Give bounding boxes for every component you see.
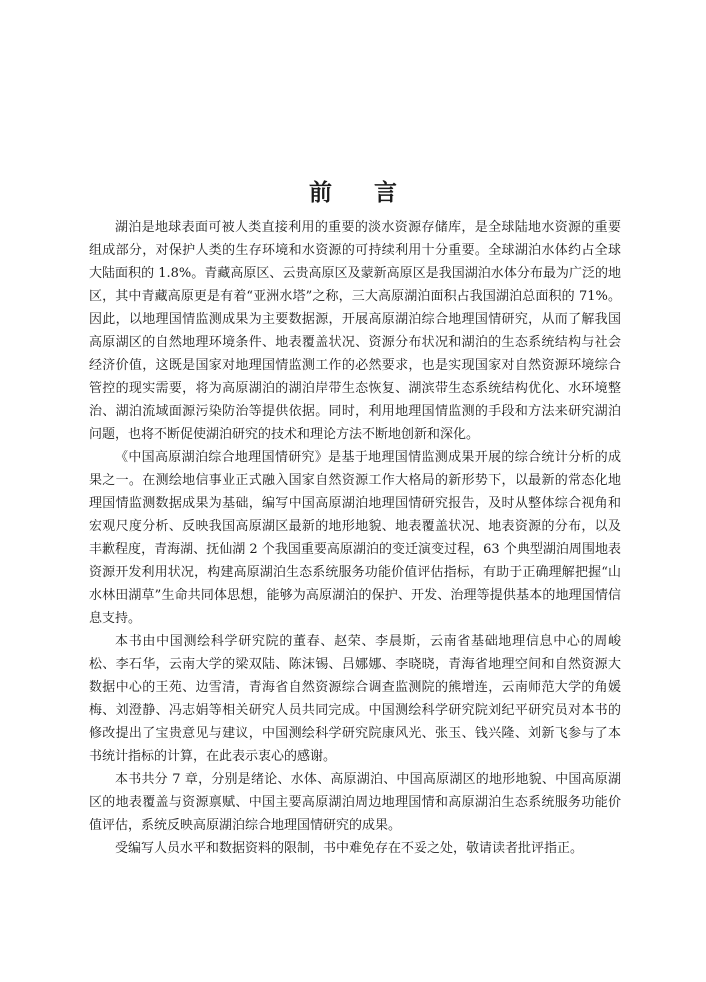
paragraph: 本书共分 7 章，分别是绪论、水体、高原湖泊、中国高原湖区的地形地貌、中国高原湖区的地表覆盖与资源禀赋、中国主要高原湖泊周边地理国情和高原湖泊生态系统服务功能价值评估，系统反映高原湖泊综合地理国情研究的成果。: [89, 772, 621, 833]
paragraph: 湖泊是地球表面可被人类直接利用的重要的淡水资源存储库，是全球陆地水资源的重要组成部分，对保护人类的生存环境和水资源的可持续利用十分重要。全球湖泊水体约占全球大陆面积的 1.8%。青藏高原区、云贵高原区及蒙新高原区是我国湖泊水体分布最为广泛的地区，其中青藏高原更是有着“亚洲水塔”之称，三大高原湖泊面积占我国湖泊总面积的 71%。因此，以地理国情监测成果为主要数据源，开展高原湖泊综合地理国情研究，从而了解我国高原湖区的自然地理环境条件、地表覆盖状况、资源分布状况和湖泊的生态系统结构与社会经济价值，这既是国家对地理国情监测工作的必然要求，也是实现国家对自然资源环境综合管控的现实需要，将为高原湖泊的湖泊岸带生态恢复、湖滨带生态系统结构优化、水环境整治、湖泊流域面源污染防治等提供依据。同时，利用地理国情监测的手段和方法来研究湖泊问题，也将不断促使湖泊研究的技术和理论方法不断地创新和深化。: [89, 220, 621, 442]
preface-body: [89, 216, 621, 860]
paragraph: 本书由中国测绘科学研究院的董春、赵荣、李晨斯，云南省基础地理信息中心的周峻松、李石华，云南大学的梁双陆、陈沫锡、吕娜娜、李晓晓，青海省地理空间和自然资源大数据中心的王苑、边雪清，青海省自然资源综合调查监测院的熊增连，云南师范大学的角媛梅、刘澄静、冯志娟等相关研究人员共同完成。中国测绘科学研究院刘纪平研究员对本书的修改提出了宝贵意见与建议，中国测绘科学研究院康风光、张玉、钱兴隆、刘新飞参与了本书统计指标的计算，在此表示衷心的感谢。: [89, 634, 621, 764]
paragraph: 受编写人员水平和数据资料的限制，书中难免存在不妥之处，敬请读者批评指正。: [115, 841, 584, 856]
page-title: 前言: [309, 180, 439, 207]
paragraph: 《中国高原湖泊综合地理国情研究》是基于地理国情监测成果开展的综合统计分析的成果之一。在测绘地信事业正式融入国家自然资源工作大格局的新形势下，以最新的常态化地理国情监测数据成果为基础，编写中国高原湖泊地理国情研究报告，及时从整体综合视角和宏观尺度分析、反映我国高原湖区最新的地形地貌、地表覆盖状况、地表资源的分布，以及丰歉程度，青海湖、抚仙湖 2 个我国重要高原湖泊的变迁演变过程，63 个典型湖泊周围地表资源开发利用状况，构建高原湖泊生态系统服务功能价值评估指标，有助于正确理解把握“山水林田湖草”生命共同体思想，能够为高原湖泊的保护、开发、治理等提供基本的地理国情信息支持。: [89, 450, 621, 626]
